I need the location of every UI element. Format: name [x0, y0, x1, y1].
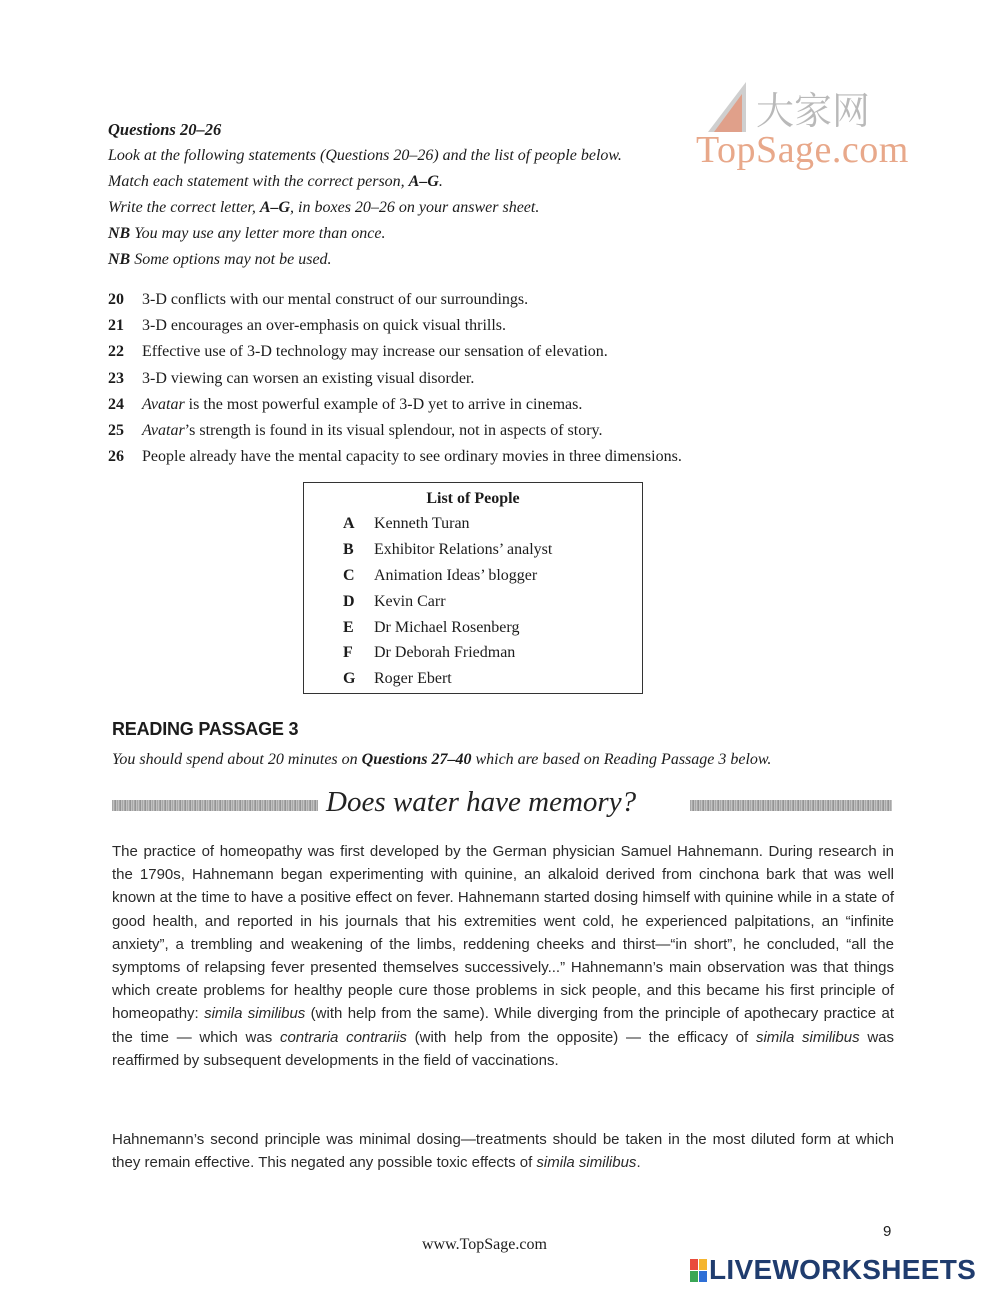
statement-item: 23 3-D viewing can worsen an existing visual disorder. — [108, 370, 475, 387]
statement-item: 24 Avatar is the most powerful example of 3-D yet to arrive in cinemas. — [108, 396, 583, 413]
page-number: 9 — [883, 1223, 892, 1240]
title-decor-bar-right — [690, 800, 892, 811]
instruction-line-3: Write the correct letter, A–G, in boxes 20–26 on your answer sheet. — [108, 199, 540, 216]
instruction-nb-2: NB Some options may not be used. — [108, 251, 332, 268]
person-item: F Dr Deborah Friedman — [343, 644, 516, 661]
statement-item: 21 3-D encourages an over-emphasis on quick visual thrills. — [108, 317, 507, 334]
person-item: D Kevin Carr — [343, 593, 446, 610]
passage-paragraph-2: Hahnemann’s second principle was minimal dosing—treatments should be taken in the most diluted form at which they remain effective. This negated any possible toxic effects of simila similibus. — [112, 1131, 894, 1172]
people-list-title: List of People — [426, 490, 520, 507]
person-item: A Kenneth Turan — [343, 515, 470, 532]
person-item: B Exhibitor Relations’ analyst — [343, 541, 553, 558]
footer-url: www.TopSage.com — [422, 1236, 547, 1253]
title-decor-bar-left — [112, 800, 318, 811]
instruction-line-2: Match each statement with the correct person, A–G. — [108, 173, 443, 190]
statement-item: 25 Avatar’s strength is found in its visual splendour, not in aspects of story. — [108, 422, 603, 439]
liveworksheets-logo — [690, 1255, 976, 1285]
statement-item: 20 3-D conflicts with our mental construct of our surroundings. — [108, 291, 529, 308]
person-item: C Animation Ideas’ blogger — [343, 567, 538, 584]
passage-title: Does water have memory? — [326, 786, 637, 818]
watermark-text: TopSage.com — [696, 129, 909, 171]
instruction-nb-1: NB You may use any letter more than once. — [108, 225, 386, 242]
statement-item: 22 Effective use of 3-D technology may increase our sensation of elevation. — [108, 343, 608, 360]
watermark-cn: 大家网 — [756, 89, 871, 133]
passage-instruction: You should spend about 20 minutes on Questions 27–40 which are based on Reading Passage 3 below. — [112, 751, 772, 768]
questions-heading: Questions 20–26 — [108, 120, 222, 139]
passage-paragraph-1: The practice of homeopathy was first developed by the German physician Samuel Hahnemann. During research in the 1790s, Hahnemann began experimenting with quinine, an alkaloid derived from cinchona bark that was well known at the time to have a positive effect on fever. Hahnemann started dosing himself with quinine while in a state of good health, and reported in his journals that his extremities went cold, he experienced palpitations, an “infinite anxiety”, a trembling and weakening of the limbs, reddening cheeks and thirst—“in short”, he concluded, “all the symptoms of relapsing fever presented themselves successively...” Hahnemann’s main observation was that things which create problems for healthy people cure those problems in sick people, and this became his first principle of homeopathy: simila similibus (with help from the same). While diverging from the principle of apothecary practice at the time — which was contraria contrariis (with help from the opposite) — the efficacy of simila similibus was reaffirmed by subsequent developments in the field of vaccinations. — [112, 843, 895, 1069]
instruction-line-1: Look at the following statements (Questions 20–26) and the list of people below. — [108, 147, 622, 164]
people-list-box — [303, 482, 643, 694]
person-item: G Roger Ebert — [343, 670, 452, 687]
liveworksheets-icon — [690, 1259, 706, 1281]
reading-passage-heading: READING PASSAGE 3 — [112, 719, 299, 739]
liveworksheets-text: LIVEWORKSHEETS — [709, 1254, 977, 1285]
person-item: E Dr Michael Rosenberg — [343, 619, 520, 636]
statement-item: 26 People already have the mental capacity to see ordinary movies in three dimensions. — [108, 448, 682, 465]
